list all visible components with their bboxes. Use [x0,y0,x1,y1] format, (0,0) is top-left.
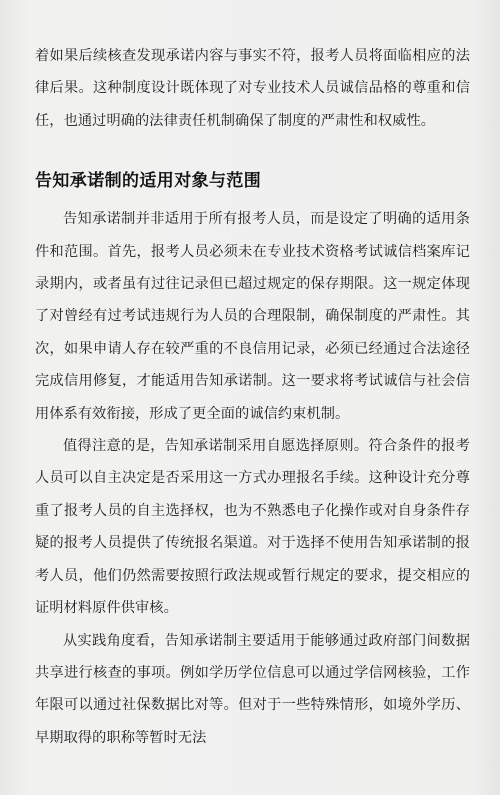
section-heading: 告知承诺制的适用对象与范围 [35,171,262,192]
paragraph-voluntary-principle: 值得注意的是，告知承诺制采用自愿选择原则。符合条件的报考人员可以自主决定是否采用这一方式办理报名手续。这种设计充分尊重了报考人员的自主选择权，也为不熟悉电子化操作或对自身条件存疑的报考人员提供了传统报名渠道。对于选择不使用告知承诺制的报考人员，他们仍然需要按照行政法规或暂行规定的要求，提交相应的证明材料原件供审核。 [35,438,470,617]
continued-paragraph: 着如果后续核查发现承诺内容与事实不符，报考人员将面临相应的法律后果。这种制度设计既体现了对专业技术人员诚信品格的尊重和信任，也通过明确的法律责任机制确保了制度的严肃性和权威性。 [35,48,470,129]
paragraph-practical-scope: 从实践角度看，告知承诺制主要适用于能够通过政府部门间数据共享进行核查的事项。例如学历学位信息可以通过学信网核验，工作年限可以通过社保数据比对等。但对于一些特殊情形，如境外学历、早期取得的职称等暂时无法 [35,632,470,746]
paragraph-applicability-conditions: 告知承诺制并非适用于所有报考人员，而是设定了明确的适用条件和范围。首先，报考人员必须未在专业技术资格考试诚信档案库记录期内，或者虽有过往记录但已超过规定的保存期限。这一规定体现了对曾经有过考试违规行为人员的合理限制，确保制度的严肃性。其次，如果申请人存在较严重的不良信用记录，必须已经通过合法途径完成信用修复，才能适用告知承诺制。这一要求将考试诚信与社会信用体系有效衔接，形成了更全面的诚信约束机制。 [35,211,470,422]
